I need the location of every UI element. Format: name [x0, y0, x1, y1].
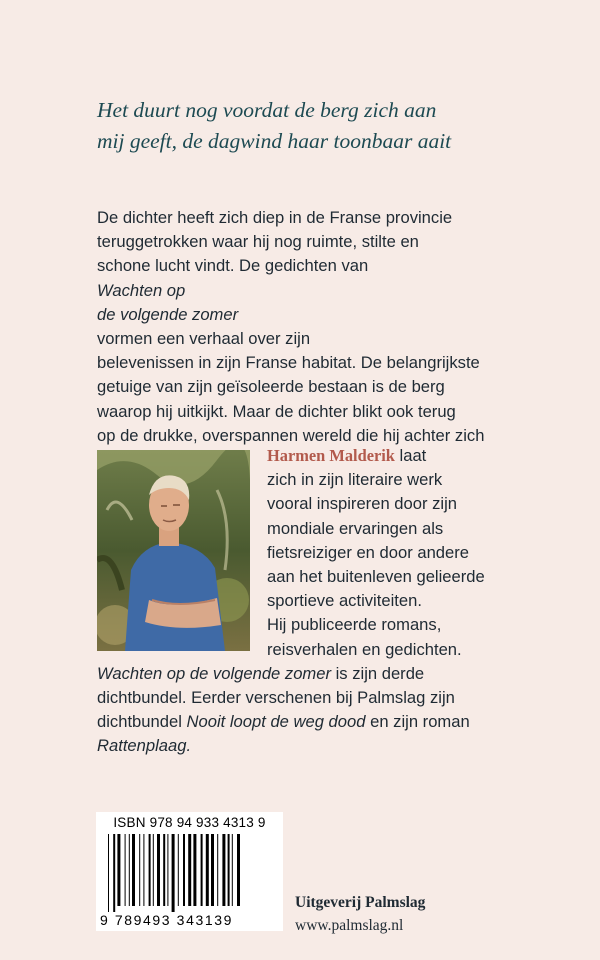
barcode-bar: [143, 834, 144, 906]
bio-text: en zijn roman: [365, 712, 470, 732]
barcode-bar: [211, 834, 214, 906]
barcode-bar: [108, 834, 109, 912]
barcode-bar: [172, 834, 175, 912]
bio-line: dichtbundel. Eerder verschenen bij Palmslag zijn: [97, 688, 455, 708]
bio-line: Rattenplaag.: [97, 736, 192, 756]
bio-line: sportieve activiteiten.: [267, 591, 422, 611]
barcode-bar: [193, 834, 196, 906]
bio-text: is zijn derde: [331, 663, 425, 683]
publisher-name: Uitgeverij Palmslag: [295, 894, 426, 911]
isbn-label: ISBN 978 94 933 4313 9: [113, 815, 266, 830]
blurb-line: getuige van zijn geïsoleerde bestaan is de berg: [97, 377, 445, 397]
bio-line: aan het buitenleven gelieerde: [267, 567, 485, 587]
back-cover-quote: [97, 95, 537, 157]
barcode-bar: [129, 834, 130, 906]
bio-line: fietsreiziger en door andere: [267, 542, 470, 562]
author-name: Harmen Malderik: [267, 446, 395, 465]
bio-text: laat: [394, 446, 427, 465]
publisher-website: www.palmslag.nl: [295, 917, 404, 934]
barcode-bar: [167, 834, 168, 906]
barcode-bar: [201, 834, 203, 906]
blurb-line: [97, 254, 517, 302]
bio-line: Hij publiceerde romans,: [267, 615, 442, 635]
barcode-bar: [178, 834, 179, 906]
barcode-bar: [149, 834, 151, 906]
barcode-bar: [157, 834, 160, 906]
bio-line: zich in zijn literaire werk: [267, 470, 443, 490]
blurb-line: op de drukke, overspannen wereld die hij achter zich: [97, 425, 485, 445]
barcode-bar: [132, 834, 135, 906]
barcode-bar: [125, 834, 126, 906]
book-title-italic: de volgende zomer: [97, 304, 239, 324]
blurb-line: waarop hij uitkijkt. Maar de dichter blikt ook terug: [97, 401, 456, 421]
barcode-bar: [117, 834, 120, 906]
barcode-bar: [228, 834, 230, 906]
barcode-bar: [206, 834, 209, 906]
bio-line: [97, 662, 517, 686]
barcode-bar: [188, 834, 191, 906]
barcode-digits: 9 789493 343139: [100, 912, 233, 928]
book-title-italic: Wachten op de volgende zomer: [97, 663, 331, 683]
barcode-bar: [113, 834, 115, 912]
blurb-line: De dichter heeft zich diep in de Franse provincie: [97, 208, 453, 227]
book-title-italic: Wachten op: [97, 280, 186, 300]
barcode-bar: [183, 834, 185, 906]
barcode-bar: [222, 834, 225, 906]
author-bio: [97, 444, 517, 759]
blurb-text: vormen een verhaal over zijn: [97, 329, 311, 349]
bio-line: reisverhalen en gedichten.: [267, 639, 462, 659]
bio-line: [97, 710, 517, 734]
bio-line: vooral inspireren door zijn: [267, 494, 458, 514]
barcode-bar: [139, 834, 140, 906]
blurb-line: [97, 303, 517, 351]
book-title-italic: Nooit loopt de weg dood: [186, 712, 366, 732]
barcode-bar: [237, 834, 240, 906]
quote-line-2: mij geeft, de dagwind haar toonbaar aait: [97, 129, 452, 153]
bio-line: mondiale ervaringen als: [267, 518, 444, 538]
barcode-bar: [163, 834, 165, 906]
barcode-bar: [232, 834, 233, 906]
isbn-barcode: [96, 812, 283, 931]
bio-text: dichtbundel: [97, 712, 187, 732]
quote-line-1: Het duurt nog voordat de berg zich aan: [97, 98, 437, 122]
blurb-text: schone lucht vindt. De gedichten van: [97, 256, 369, 276]
barcode-bar: [153, 834, 154, 906]
book-blurb: [97, 206, 517, 472]
blurb-line: belevenissen in zijn Franse habitat. De belangrijkste: [97, 353, 480, 373]
barcode-bar: [217, 834, 218, 906]
bio-line: [97, 444, 517, 468]
blurb-line: teruggetrokken waar hij nog ruimte, stilte en: [97, 232, 419, 252]
barcode-bars: [108, 834, 273, 912]
